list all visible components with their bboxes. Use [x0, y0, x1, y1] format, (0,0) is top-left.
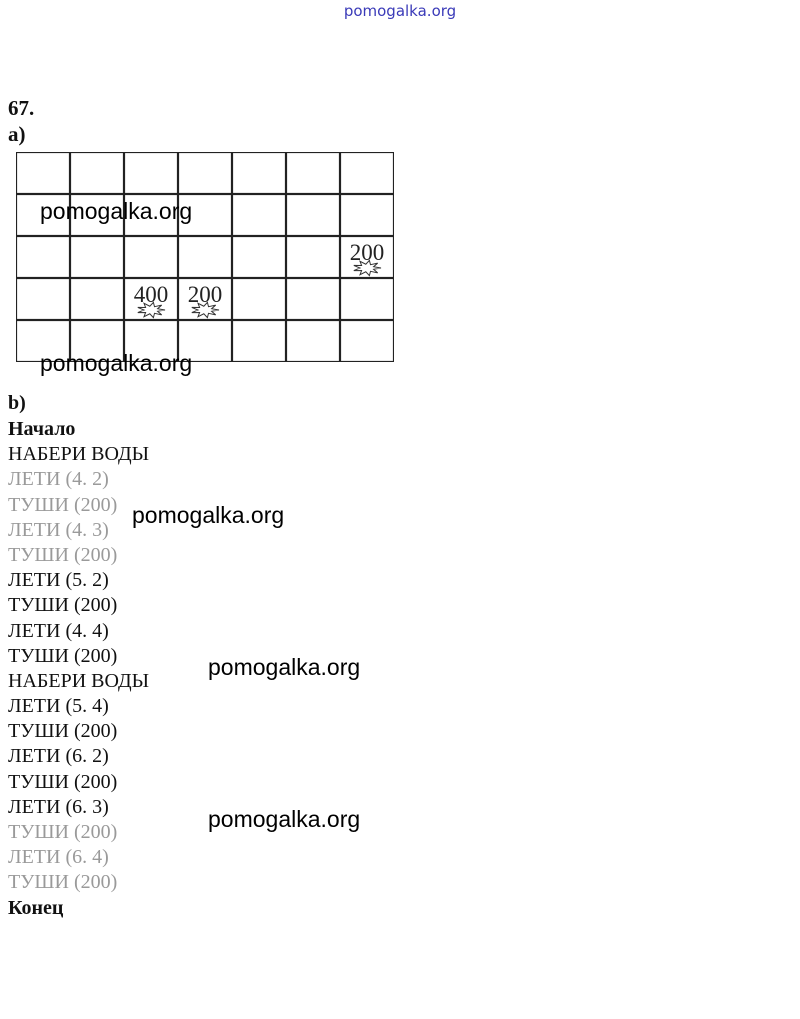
program-line: ЛЕТИ (6. 4) — [8, 846, 109, 869]
program-line: ТУШИ (200) — [8, 871, 118, 894]
program-line: ЛЕТИ (6. 3) — [8, 795, 109, 818]
program-line: ЛЕТИ (4. 3) — [8, 518, 109, 541]
grid-cell — [17, 237, 70, 278]
field-grid — [16, 152, 394, 362]
watermark: pomogalka.org — [132, 502, 285, 528]
fire-value: 400 — [133, 282, 169, 307]
part-a-label: а) — [8, 122, 26, 146]
watermark: pomogalka.org — [208, 654, 361, 680]
program-start: Начало — [8, 418, 76, 440]
watermark: pomogalka.org — [208, 806, 361, 832]
fire-value: 200 — [187, 282, 223, 307]
grid-cell — [179, 237, 232, 278]
program-line: ТУШИ (200) — [8, 644, 118, 667]
grid-cell — [233, 237, 286, 278]
program-line: ЛЕТИ (4. 4) — [8, 619, 109, 642]
program-line: ТУШИ (200) — [8, 493, 118, 516]
grid-cell — [287, 321, 340, 362]
grid-cell — [17, 279, 70, 320]
program-line: ЛЕТИ (5. 4) — [8, 695, 109, 718]
program-line: ЛЕТИ (5. 2) — [8, 569, 109, 592]
program-line: НАБЕРИ ВОДЫ — [8, 669, 150, 692]
program-line: ТУШИ (200) — [8, 720, 118, 743]
program-listing — [8, 417, 149, 921]
grid-cell — [287, 153, 340, 194]
program-line: ТУШИ (200) — [8, 543, 118, 566]
grid-cell — [125, 237, 178, 278]
task-number: 67. — [8, 96, 35, 120]
program-line: ТУШИ (200) — [8, 821, 118, 843]
grid-cell — [17, 153, 70, 194]
grid-cell — [233, 279, 286, 320]
part-b-label: b) — [8, 392, 26, 414]
grid-cell — [341, 321, 394, 362]
program-end: Конец — [8, 896, 64, 919]
grid-cell — [125, 153, 178, 194]
watermark: pomogalka.org — [40, 198, 193, 224]
grid-cell — [341, 153, 394, 194]
grid-cell — [287, 237, 340, 278]
program-line: ТУШИ (200) — [8, 770, 118, 793]
program-line: ТУШИ (200) — [8, 594, 118, 617]
grid-cell — [341, 279, 394, 320]
grid-cell — [233, 153, 286, 194]
grid-cell — [287, 279, 340, 320]
watermark: pomogalka.org — [40, 350, 193, 376]
grid-cell — [341, 195, 394, 236]
program-line: НАБЕРИ ВОДЫ — [8, 443, 150, 466]
program-line: ЛЕТИ (4. 2) — [8, 468, 109, 491]
grid-cell — [233, 195, 286, 236]
grid-cell — [71, 237, 124, 278]
grid-cell — [71, 153, 124, 194]
grid-cell — [233, 321, 286, 362]
grid-cell — [287, 195, 340, 236]
grid-cell — [179, 153, 232, 194]
program-line: ЛЕТИ (6. 2) — [8, 745, 109, 768]
grid-cell — [71, 279, 124, 320]
fire-value: 200 — [349, 240, 385, 265]
site-link[interactable]: pomogalka.org — [343, 2, 457, 20]
